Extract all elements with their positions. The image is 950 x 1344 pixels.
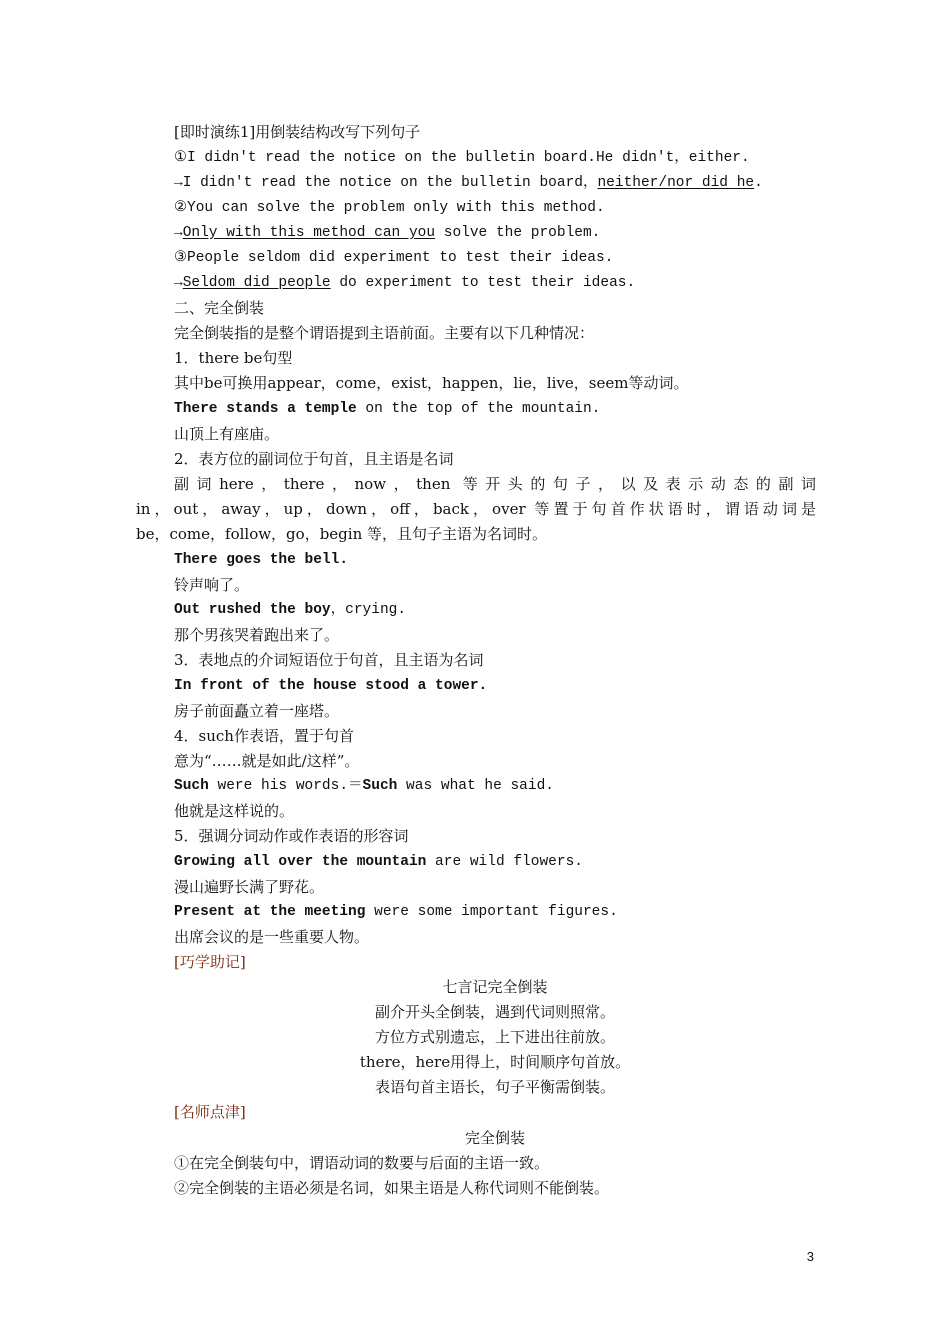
answer-blank: Seldom did people [182,275,331,291]
point-3-title: 3．表地点的介词短语位于句首，且主语为名词 [174,651,484,669]
point-5-example-2 [174,902,618,922]
example-bold: Out rushed the boy [174,602,331,618]
example-rest: ，crying. [330,602,407,618]
teacher-point-1: ①在完全倒装句中，谓语动词的数要与后面的主语一致。 [174,1154,550,1172]
practice-question-3: ③People seldom did experiment to test their ideas. [174,250,614,266]
section-heading: 二、完全倒装 [174,299,265,317]
answer-suffix: . [754,175,763,191]
teacher-point-2: ②完全倒装的主语必须是名词，如果主语是人称代词则不能倒装。 [174,1179,610,1197]
memory-tag: [巧学助记] [174,953,246,971]
teacher-title: 完全倒装 [464,1129,525,1147]
example-rest: were some important figures. [365,904,618,920]
point-5-example-1 [174,852,583,872]
point-1-title: 1．there be句型 [174,349,293,367]
answer-prefix: → [174,275,183,291]
point-4-example [174,776,554,796]
point-2-example-1: There goes the bell. [174,552,349,568]
answer-prefix: → [174,225,183,241]
point-5-translation-1: 漫山遍野长满了野花。 [174,878,325,896]
point-1-description: 其中be可换用appear，come，exist，happen，lie，live，seem等动词。 [174,374,689,392]
memory-line-1: 副介开头全倒装，遇到代词则照常。 [374,1003,615,1021]
example-rest: were his words.＝ [208,778,363,794]
example-bold: Present at the meeting [174,904,366,920]
memory-line-2: 方位方式别遗忘，上下进出往前放。 [374,1028,615,1046]
practice-answer-1 [174,173,763,193]
answer-suffix: do experiment to test their ideas. [330,275,636,291]
point-2-translation-1: 铃声响了。 [174,576,250,594]
point-4-description: 意为“……就是如此/这样”。 [174,752,360,770]
section-intro: 完全倒装指的是整个谓语提到主语前面。主要有以下几种情况： [174,324,595,342]
example-bold: Such [174,778,209,794]
point-2-title: 2．表方位的副词位于句首，且主语是名词 [174,450,454,468]
point-5-title: 5．强调分词动作或作表语的形容词 [174,827,409,845]
example-rest: on the top of the mountain. [356,401,601,417]
example-rest: are wild flowers. [426,854,583,870]
memory-line-3: there，here用得上，时间顺序句首放。 [359,1053,631,1071]
answer-suffix: solve the problem. [435,225,601,241]
answer-prefix: →I didn't read the notice on the bulletin board， [174,175,598,191]
page-number: 3 [806,1249,814,1264]
memory-title: 七言记完全倒装 [442,978,548,996]
point-4-title: 4．such作表语，置于句首 [174,727,354,745]
example-bold: There stands a temple [174,401,357,417]
teacher-tag: [名师点津] [174,1103,246,1121]
point-2-description-line-2: in，out，away，up，down，off，back，over 等置于句首作状语时，谓语动词是 [136,500,816,518]
practice-title: [即时演练1]用倒装结构改写下列句子 [174,123,421,141]
point-4-translation: 他就是这样说的。 [174,802,295,820]
point-1-example [174,399,600,419]
answer-blank: Only with this method can you [182,225,436,241]
practice-answer-3 [174,273,635,293]
answer-blank: neither/nor did he [597,175,755,191]
point-1-translation: 山顶上有座庙。 [174,425,280,443]
example-bold: Such [362,778,398,794]
point-2-example-2 [174,600,406,620]
example-bold: Growing all over the mountain [174,854,427,870]
point-2-description-line-3: be，come，follow，go，begin 等，且句子主语为名词时。 [136,525,548,543]
memory-line-4: 表语句首主语长，句子平衡需倒装。 [374,1078,615,1096]
point-3-example: In front of the house stood a tower. [174,678,488,694]
practice-question-2: ②You can solve the problem only with this method. [174,200,605,216]
point-2-translation-2: 那个男孩哭着跑出来了。 [174,626,340,644]
point-5-translation-2: 出席会议的是一些重要人物。 [174,928,370,946]
example-rest: was what he said. [397,778,554,794]
point-2-description-line-1: 副词here，there，now，then 等开头的句子，以及表示动态的副词 [174,475,816,493]
point-3-translation: 房子前面矗立着一座塔。 [174,702,340,720]
practice-answer-2 [174,223,600,243]
practice-question-1: ①I didn't read the notice on the bulletin board.He didn't，either. [174,150,750,166]
